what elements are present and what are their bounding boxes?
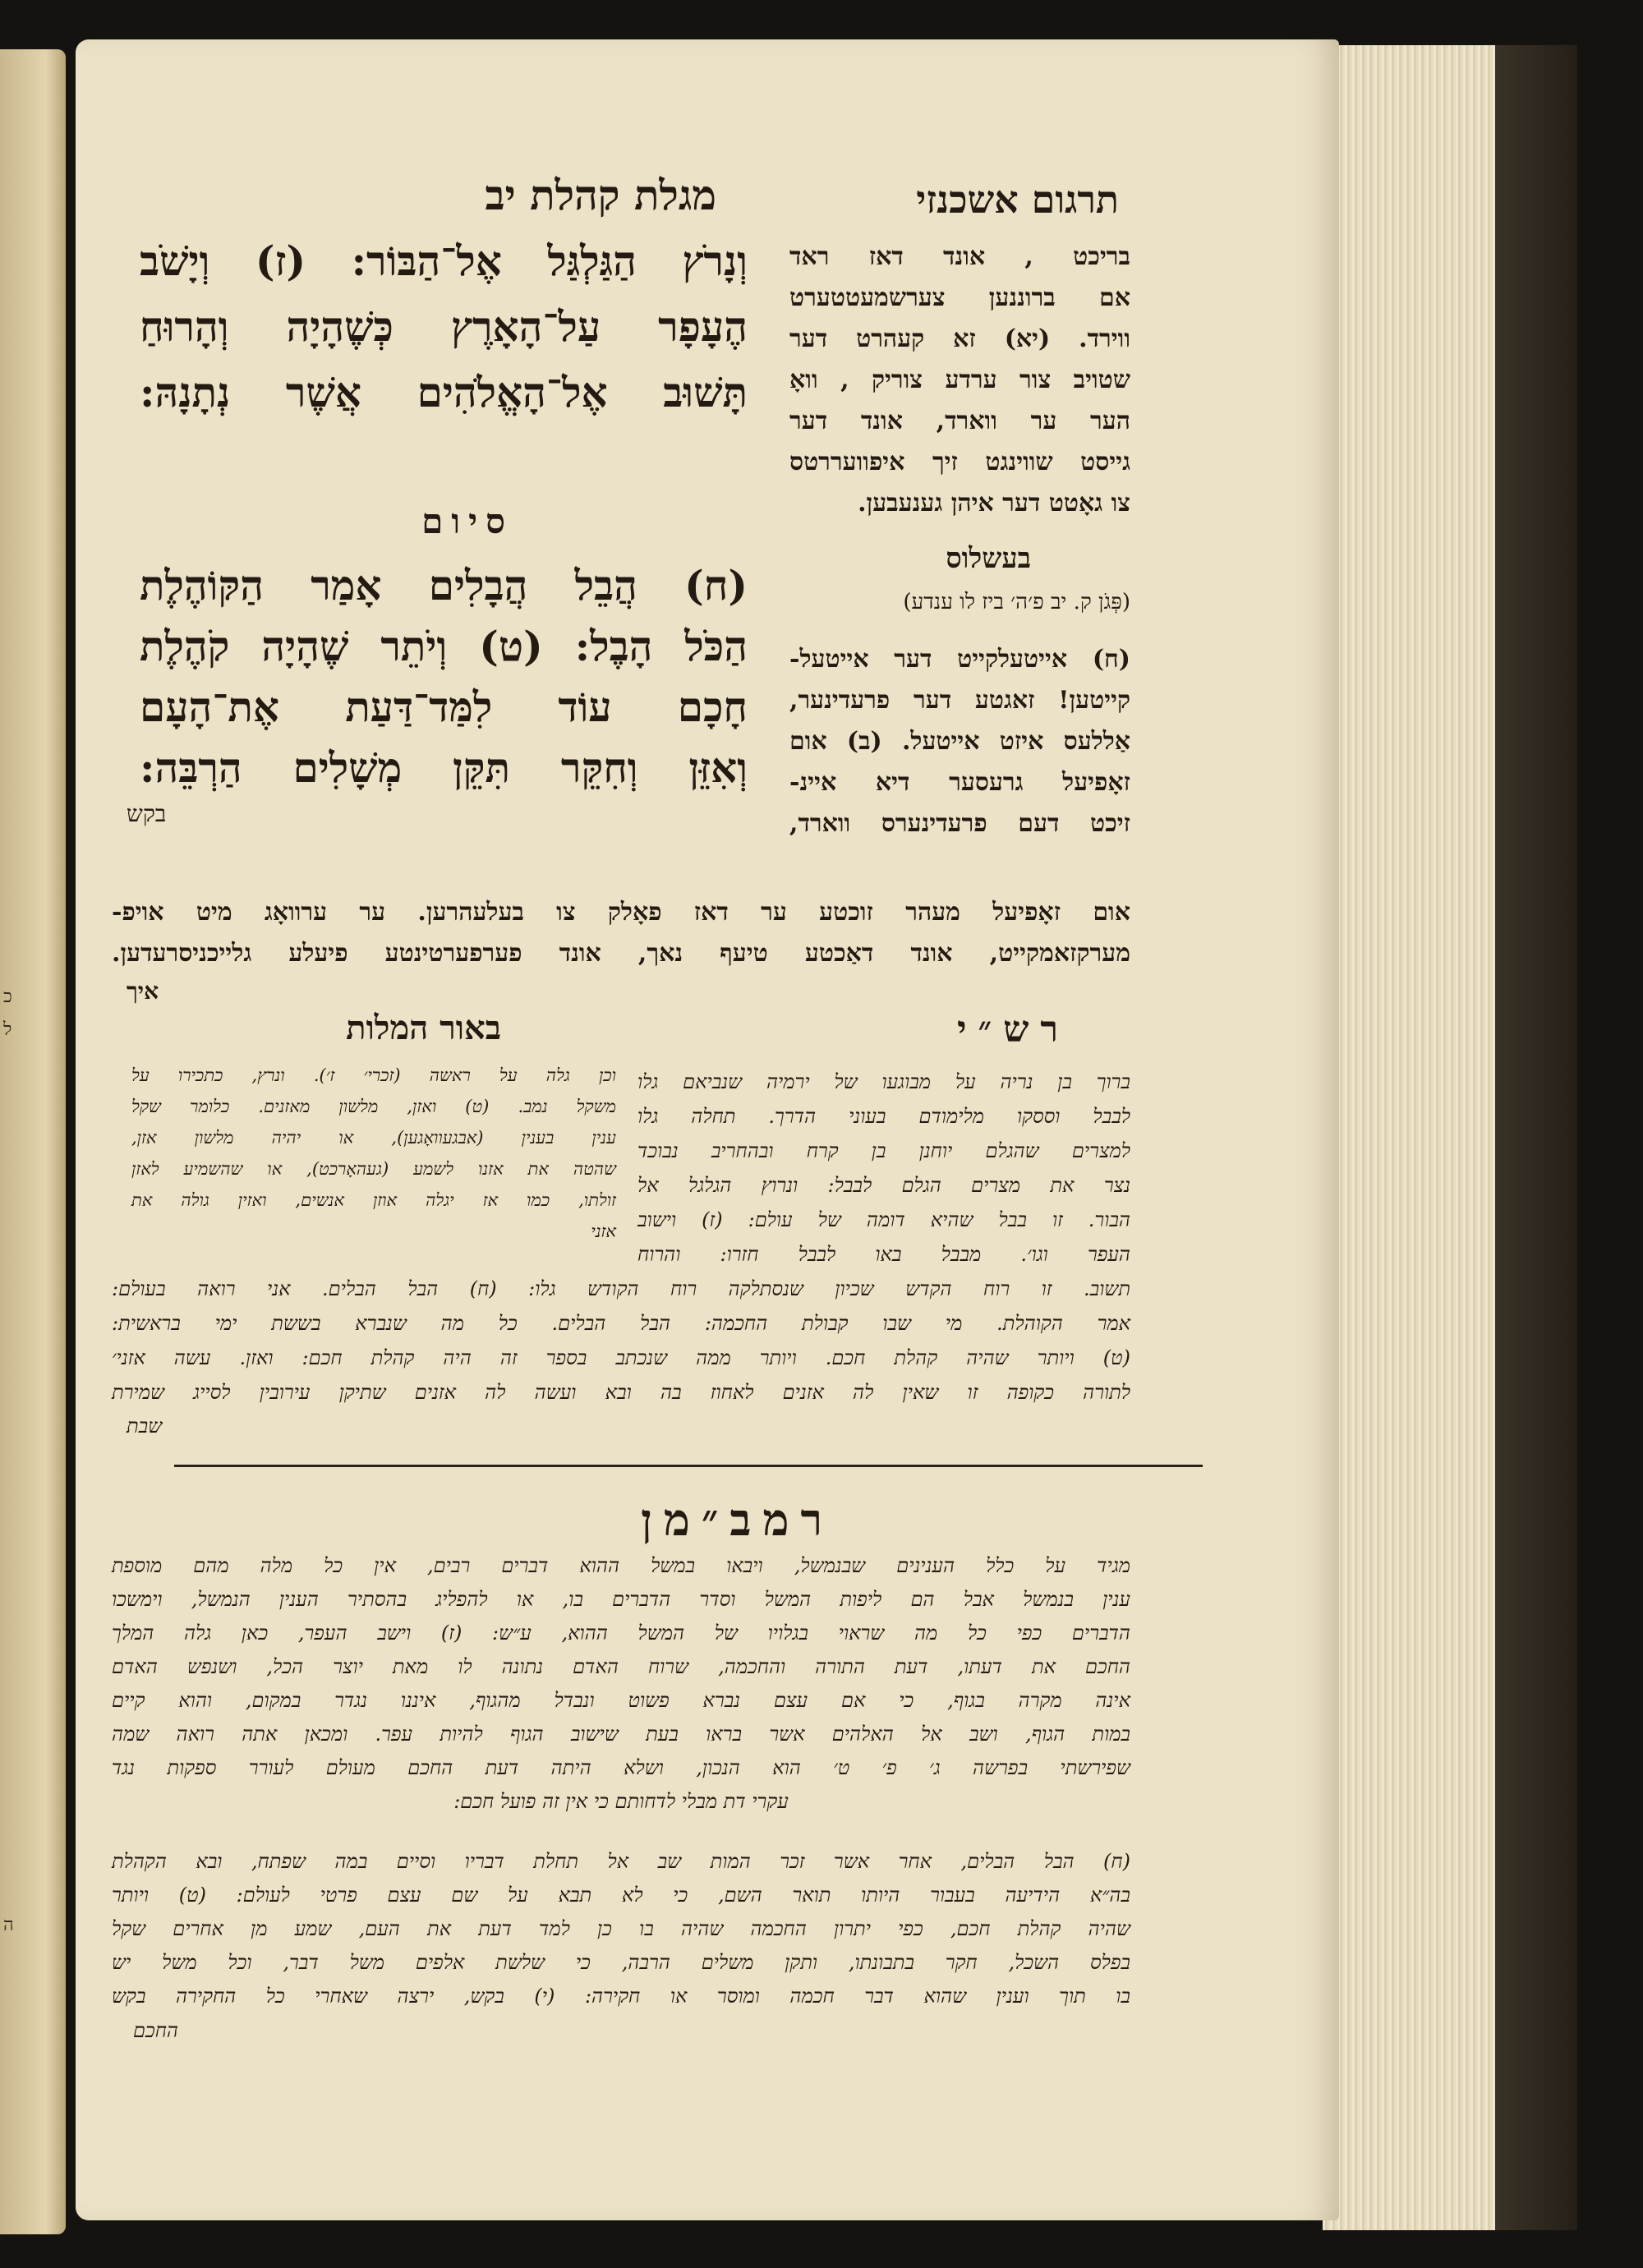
rashi-line: למצרים שהגלם יוחנן בן קרח ובהחריב נבוכד <box>637 1139 1130 1162</box>
verse-line: הֶעָפָר עַל־הָאָרֶץ כְּשֶׁהָיָה וְהָרוּחַ <box>140 302 748 351</box>
ramban-line: עקרי דת מבלי לדחותם כי אין זה פועל חכם: <box>453 1790 789 1813</box>
verse-line: הַכֹּל הָבֶל: (ט) וְיֹתֵר שֶׁהָיָה קֹהֶלֶת <box>140 622 748 670</box>
verse-line: (ח) הֲבֵל הֲבָלִים אָמַר הַקּוֹהֶלֶת <box>140 561 748 610</box>
ramban-line: (ח) הבל הבלים, אחר אשר זכר המות שב אל תחלת דבריו וסיים במה שפתח, ובא הקהלת <box>112 1850 1130 1873</box>
ramban-line: אינה מקרה בגוף, כי אם עצם נברא פשוט ונבדל מהגוף, איננו נגדר במקום, והוא קיים <box>112 1689 1130 1712</box>
verse-line: תָּשׁוּב אֶל־הָאֱלֹהִים אֲשֶׁר נְתָנָהּ: <box>140 368 748 416</box>
ramban-heading: רמב״מן <box>641 1493 834 1546</box>
rashi-catchword: שבת <box>127 1415 163 1438</box>
rashi-line: העפר וגו׳. מבבל באו לבבל חזרו: והרוח <box>637 1243 1130 1266</box>
translation-peace-heading: בעשלוס <box>946 542 1031 575</box>
verse-catchword: בקש <box>127 800 167 827</box>
translation-line: קייטען! זאגטע דער פרעדינער, <box>789 686 1130 715</box>
translation-wide-line: מערקזאמקייט, אונד דאַכטע טיעף נאך, אונד פערפערטינטע פיעלע גלייכניסרעדען. <box>112 939 1130 968</box>
rashi-line: נצר את מצרים הגלם לבבל: ונרוץ הגלגל אל <box>637 1174 1130 1197</box>
prev-page-mark: ה <box>3 1915 14 1935</box>
biur-line: זולתו, כמו אז יגלה אוזן אנשים, ואזין גולה את <box>131 1190 616 1210</box>
biur-heading: באור המלות <box>346 1009 501 1047</box>
ramban-column <box>112 1549 1130 1819</box>
rashi-heading: רש״י <box>956 1009 1070 1051</box>
ramban-line: שהיה קהלת חכם, כפי יתרון החכמה שהיה בו כן למד דעת את העם, שמע מן אחרים שקל <box>112 1917 1130 1940</box>
rashi-line: לבבל וססקו מלימודם בעוני הדרך. תחלה גלו <box>637 1105 1130 1128</box>
ramban-line: שפירשתי בפרשה ג׳ פ׳ ט׳ הוא הנכון, ושלא היתה דעת החכם מעולם לעורר ספקות נגד <box>112 1756 1130 1779</box>
biur-line: משקל נמב. (ט) ואזן, מלשון מאזנים. כלומר שקל <box>131 1097 616 1116</box>
ramban-line: בו תוך וענין שהוא דבר חכמה ומוסר או חקירה: (י) בקש, ירצה שאחרי כל החקירה בקש <box>112 1985 1130 2008</box>
book-cover <box>1495 45 1577 2230</box>
prev-page-mark: כ <box>3 987 12 1007</box>
rashi-line: הבור. זו בבל שהיא דומה של עולם: (ז) וישוב <box>637 1208 1130 1231</box>
ramban-line: ענין בנמשל אבל הם ליפות המשל וסדר הדברים בו, או להפליג בהסתיר הענין הנמשל, וימשכו <box>112 1588 1130 1611</box>
previous-page-edge <box>0 49 66 2234</box>
ramban-line: בה״א הידיעה בעבור היותו תואר השם, כי לא תבא על שם עצם פרטי לעולם: (ט) ויותר <box>112 1884 1130 1907</box>
verse-block <box>140 228 748 426</box>
siyum-heading: סיום <box>421 501 513 541</box>
ramban-line: במות הגוף, ושב אל האלהים אשר בראו בעת שישוב הגוף להיות עפר. ומכאן אתה רואה שמה <box>112 1723 1130 1746</box>
translation-wide-line: אום זאָפיעל מעהר זוכטע ער דאז פאָלק צו בעלעהרען. ער ערוואָג מיט אויפ- <box>112 898 1130 927</box>
rashi-wide <box>112 1272 1130 1410</box>
translation-line: שטויב צור ערדע צוריק , וואָ <box>789 366 1130 394</box>
translation-line: אם ברוננען צערשמעטטערט <box>789 283 1130 312</box>
translation-line: גייסט שווינגט זיך איפוועררטס <box>789 448 1130 476</box>
translation-line: זאָפיעל גרעסער דיא איינ- <box>789 768 1130 797</box>
biur-line: אזני <box>591 1221 616 1241</box>
translation-line: ווירד. (יא) זא קעהרט דער <box>789 324 1130 353</box>
translation-column <box>789 237 1130 524</box>
rashi-wide-line: תשוב. זו רוח הקדש שכיון שנסתלקה רוח הקודש גלו: (ח) הבל הבלים. אני רואה בעולם: <box>112 1277 1130 1300</box>
translation-line: הער ער ווארד, אונד דער <box>789 407 1130 435</box>
rashi-column <box>637 1065 1130 1272</box>
ramban-line: בפלס השכל, חקר בתבונתו, ותקן משלים הרבה, כי שלשת אלפים משל דבר, וכל משל יש <box>112 1951 1130 1974</box>
prev-page-mark: ל <box>3 1019 12 1040</box>
biur-line: שהטה את אזנו לשמע (געהאָרכט), או שהשמיע לאזן <box>131 1159 616 1179</box>
verse-line: חָכָם עוֹד לִמַּד־דַּעַת אֶת־הָעָם <box>140 683 748 731</box>
verse-line: וְאִזֵּן וְחִקֵּר תִּקֵּן מְשָׁלִים הַרְבֵּה: <box>140 743 748 792</box>
translation-line: (ח) אייטעלקייט דער אייטעל- <box>789 645 1130 674</box>
book-page <box>76 39 1339 2220</box>
biur-line: וכן גלה על ראשה (זכרי׳ ז׳). ונרץ, כתכירו על <box>131 1065 616 1085</box>
translation-line: צו גאָטט דער איהן גענעבען. <box>858 489 1130 518</box>
header-right-title: תרגום אשכנזי <box>916 177 1119 222</box>
verse-block-2 <box>140 555 748 798</box>
translation-line: אַללעס איזט אייטעל. (ב) אום <box>789 727 1130 756</box>
verse-line: וְנָרֹץ הַגַּלְגַּל אֶל־הַבּוֹר: (ז) וְיָשֹׁב <box>140 237 748 285</box>
ramban-line: הדברים כפי כל מה שראוי בגלויו של המשל ההוא, ע״ש: (ז) וישב העפר, כאן גלה המלך <box>112 1622 1130 1645</box>
rashi-wide-line: אמר הקוהלת. מי שבו קבולת החכמה: הבל הבלים. כל מה שנברא בששת ימי בראשית: <box>112 1312 1130 1335</box>
page-edges <box>1323 45 1503 2230</box>
translation-column-2 <box>789 639 1130 844</box>
ramban-line: מגיד על כלל הענינים שבנמשל, ויבאו במשל ההוא דברים רבים, אין כל מלה מהם מוספת <box>112 1554 1130 1577</box>
biur-column <box>131 1060 616 1247</box>
section-divider <box>174 1465 1203 1467</box>
biur-line: ענין בענין (אבגעוואָגען), או יהיה מלשון אזן, <box>131 1128 616 1148</box>
rashi-wide-line: לתורה כקופה זו שאין לה אזנים לאחוז בה ובא ועשה לה אזנים שתיקן עירובין לסייג שמירת <box>112 1381 1131 1404</box>
rashi-line: ברוך בן נריה על מבוגעו של ירמיה שנביאם גלו <box>637 1070 1130 1093</box>
translation-note: (פְּגֹן ק. יב פ׳ה׳ ביז לו ענדע) <box>903 590 1130 614</box>
translation-wide <box>112 892 1130 974</box>
ramban-column-2 <box>112 1845 1130 2013</box>
translation-catchword: איך <box>127 978 159 1005</box>
rashi-wide-line: (ט) ויותר שהיה קהלת חכם. ויותר ממה שנכתב בספר זה היה קהלת חכם: ואזן. עשה אזני׳ <box>112 1346 1130 1369</box>
header-left-title: מגלת קהלת יב <box>485 171 716 219</box>
ramban-catchword: החכם <box>133 2019 178 2042</box>
ramban-line: החכם את דעתו, דעת התורה והחכמה, שרוח האדם נתונה לו מאת יוצר הכל, ושנפש האדם <box>112 1655 1130 1678</box>
translation-line: בריכט , אונד דאז ראד <box>789 242 1130 271</box>
translation-line: זיכט דעם פרעדינערס ווארד, <box>789 809 1130 838</box>
